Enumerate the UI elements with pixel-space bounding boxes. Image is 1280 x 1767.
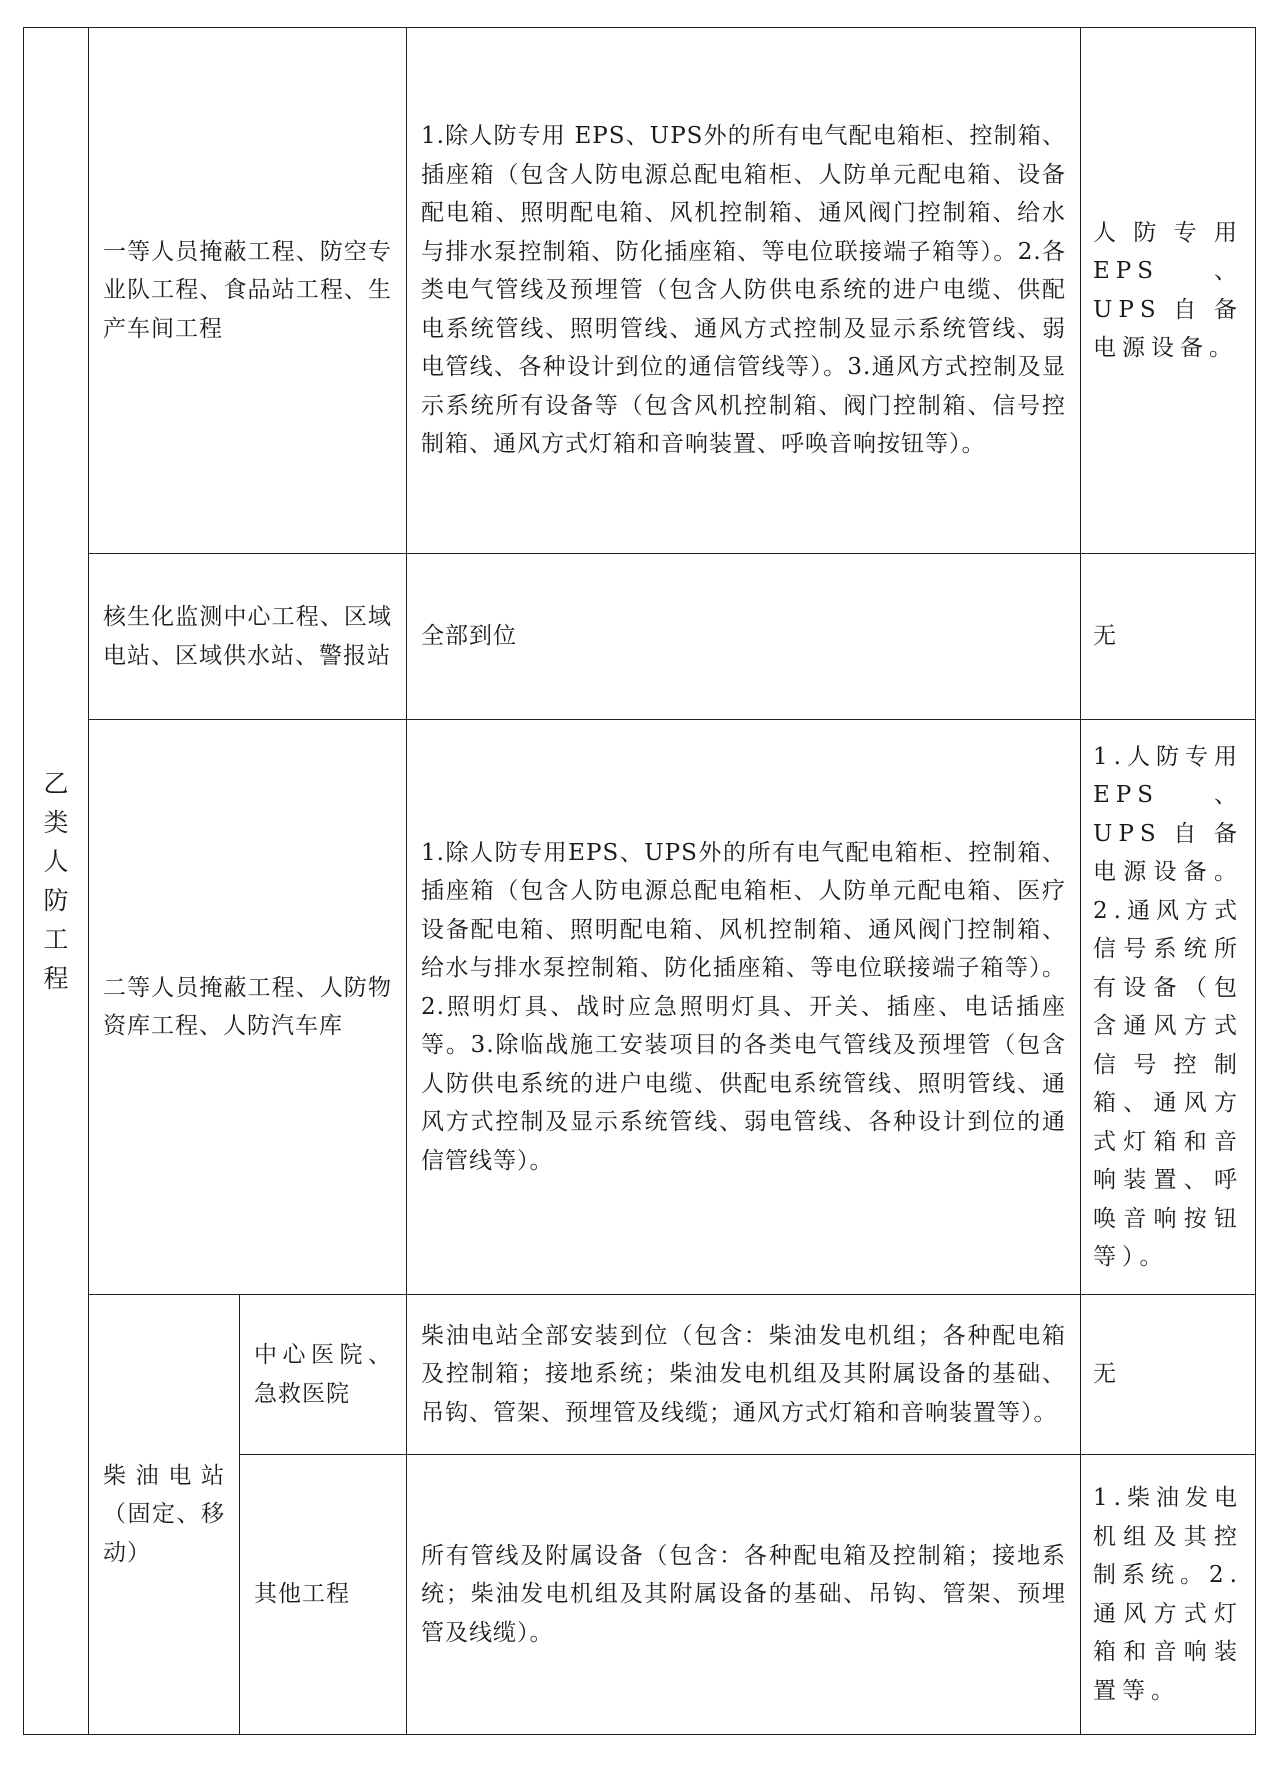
project-type-cell: 一等人员掩蔽工程、防空专业队工程、食品站工程、生产车间工程 xyxy=(89,28,407,554)
category-label: 乙类人防工程 xyxy=(43,769,69,993)
project-type-cell: 核生化监测中心工程、区域电站、区域供水站、警报站 xyxy=(89,554,407,720)
project-subtype-cell: 其他工程 xyxy=(240,1455,407,1735)
excluded-items-cell: 人防专用EPS、UPS自备电源设备。 xyxy=(1081,28,1256,554)
install-scope-cell: 柴油电站全部安装到位（包含：柴油发电机组；各种配电箱及控制箱；接地系统；柴油发电机组及其附属设备的基础、吊钩、管架、预埋管及线缆；通风方式灯箱和音响装置等）。 xyxy=(407,1295,1081,1455)
project-subtype-cell: 中心医院、急救医院 xyxy=(240,1295,407,1455)
category-cell xyxy=(24,28,89,1735)
excluded-items-cell: 1.人防专用EPS、UPS自备电源设备。2.通风方式信号系统所有设备（包含通风方式信号控制箱、通风方式灯箱和音响装置、呼唤音响按钮等）。 xyxy=(1081,720,1256,1295)
install-scope-cell: 所有管线及附属设备（包含：各种配电箱及控制箱；接地系统；柴油发电机组及其附属设备的基础、吊钩、管架、预埋管及线缆）。 xyxy=(407,1455,1081,1735)
excluded-items-cell: 1.柴油发电机组及其控制系统。2.通风方式灯箱和音响装置等。 xyxy=(1081,1455,1256,1735)
project-type-cell: 二等人员掩蔽工程、人防物资库工程、人防汽车库 xyxy=(89,720,407,1295)
equipment-scope-table xyxy=(23,27,1256,1735)
table-row xyxy=(24,720,1256,1295)
table-row xyxy=(24,1295,1256,1455)
excluded-items-cell: 无 xyxy=(1081,1295,1256,1455)
install-scope-cell: 1.除人防专用 EPS、UPS外的所有电气配电箱柜、控制箱、插座箱（包含人防电源总配电箱柜、人防单元配电箱、设备配电箱、照明配电箱、风机控制箱、通风阀门控制箱、给水与排水泵控制箱、防化插座箱、等电位联接端子箱等）。2.各类电气管线及预埋管（包含人防供电系统的进户电缆、供配电系统管线、照明管线、通风方式控制及显示系统管线、弱电管线、各种设计到位的通信管线等）。3.通风方式控制及显示系统所有设备等（包含风机控制箱、阀门控制箱、信号控制箱、通风方式灯箱和音响装置、呼唤音响按钮等）。 xyxy=(407,28,1081,554)
table-row xyxy=(24,554,1256,720)
project-type-cell: 柴油电站（固定、移动） xyxy=(89,1295,240,1735)
install-scope-cell: 全部到位 xyxy=(407,554,1081,720)
install-scope-cell: 1.除人防专用EPS、UPS外的所有电气配电箱柜、控制箱、插座箱（包含人防电源总配电箱柜、人防单元配电箱、医疗设备配电箱、照明配电箱、风机控制箱、通风阀门控制箱、给水与排水泵控制箱、防化插座箱、等电位联接端子箱等）。2.照明灯具、战时应急照明灯具、开关、插座、电话插座等。3.除临战施工安装项目的各类电气管线及预埋管（包含人防供电系统的进户电缆、供配电系统管线、照明管线、通风方式控制及显示系统管线、弱电管线、各种设计到位的通信管线等）。 xyxy=(407,720,1081,1295)
table-row xyxy=(24,28,1256,554)
excluded-items-cell: 无 xyxy=(1081,554,1256,720)
